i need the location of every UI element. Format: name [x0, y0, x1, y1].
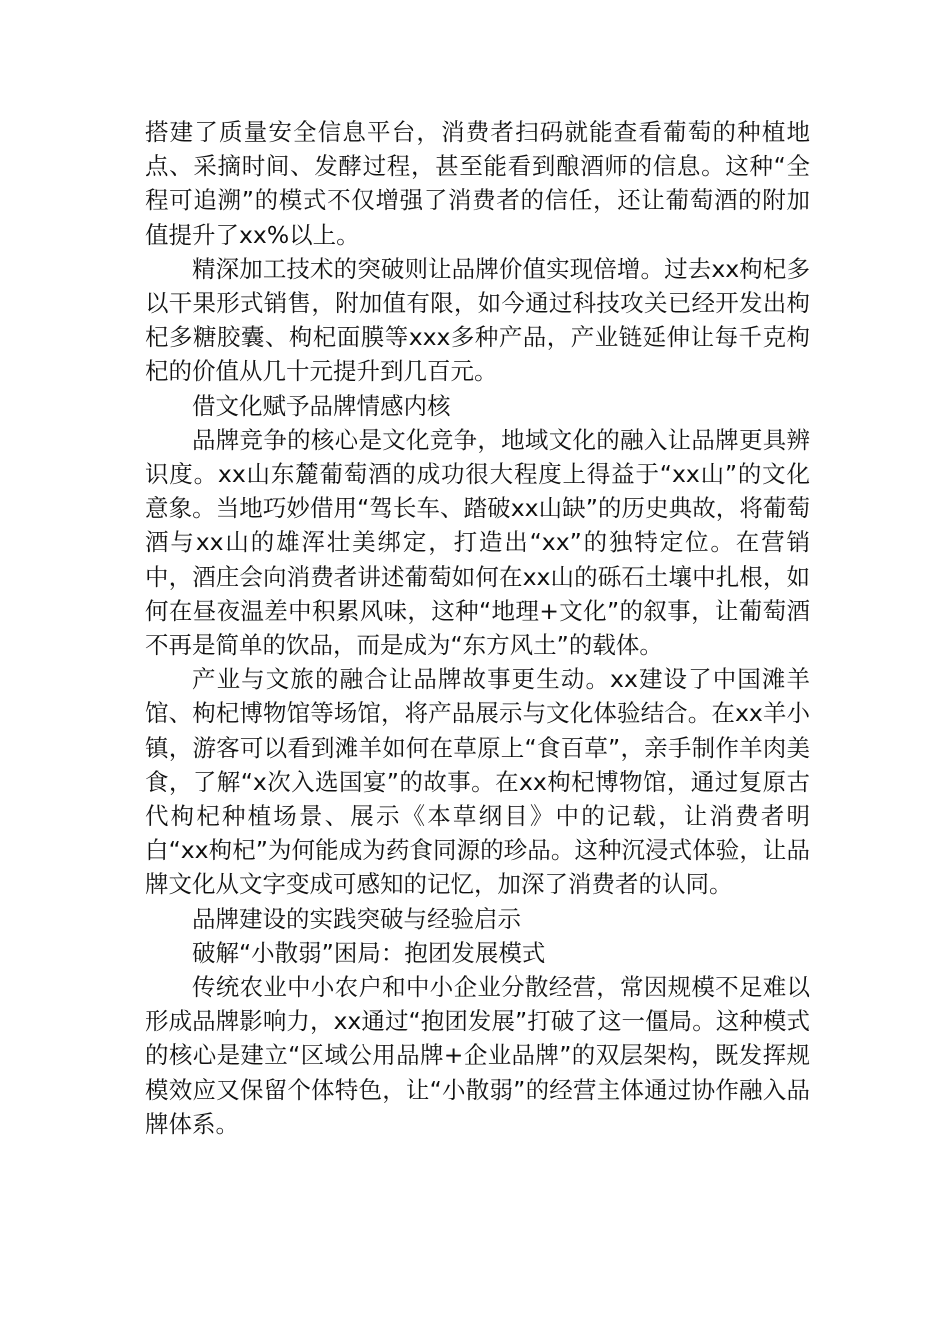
paragraph-cooperation-model: 传统农业中小农户和中小企业分散经营，常因规模不足难以形成品牌影响力，xx通过“抱团发展”打破了这一僵局。这种模式的核心是建立“区域公用品牌+企业品牌”的双层架构，既发挥规模效应又保留个体特色，让“小散弱”的经营主体通过协作融入品牌体系。: [145, 973, 810, 1138]
subsection-heading-cooperation: 破解“小散弱”困局：抱团发展模式: [192, 938, 546, 967]
paragraph-cultural-competition: 品牌竞争的核心是文化竞争，地域文化的融入让品牌更具辨识度。xx山东麓葡萄酒的成功很大程度上得益于“xx山”的文化意象。当地巧妙借用“驾长车、踏破xx山缺”的历史典故，将葡萄酒与xx山的雄浑壮美绑定，打造出“xx”的独特定位。在营销中，酒庄会向消费者讲述葡萄如何在xx山的砾石土壤中扎根，如何在昼夜温差中积累风味，这种“地理+文化”的叙事，让葡萄酒不再是简单的饮品，而是成为“东方风土”的载体。: [145, 425, 810, 660]
section-heading-practice: 品牌建设的实践突破与经验启示: [192, 904, 521, 933]
paragraph-deep-processing: 精深加工技术的突破则让品牌价值实现倍增。过去xx枸杞多以干果形式销售，附加值有限，如今通过科技攻关已经开发出枸杞多糖胶囊、枸杞面膜等xxx多种产品，产业链延伸让每千克枸杞的价值从几十元提升到几百元。: [145, 254, 810, 386]
section-heading-culture: 借文化赋予品牌情感内核: [192, 391, 451, 420]
paragraph-traceability: 搭建了质量安全信息平台，消费者扫码就能查看葡萄的种植地点、采摘时间、发酵过程，甚至能看到酿酒师的信息。这种“全程可追溯”的模式不仅增强了消费者的信任，还让葡萄酒的附加值提升了xx%以上。: [145, 118, 810, 249]
document-page: [145, 115, 810, 1141]
paragraph-culture-tourism: 产业与文旅的融合让品牌故事更生动。xx建设了中国滩羊馆、枸杞博物馆等场馆，将产品展示与文化体验结合。在xx羊小镇，游客可以看到滩羊如何在草原上“食百草”，亲手制作羊肉美食，了解“x次入选国宴”的故事。在xx枸杞博物馆，通过复原古代枸杞种植场景、展示《本草纲目》中的记载，让消费者明白“xx枸杞”为何能成为药食同源的珍品。这种沉浸式体验，让品牌文化从文字变成可感知的记忆，加深了消费者的认同。: [145, 665, 810, 899]
